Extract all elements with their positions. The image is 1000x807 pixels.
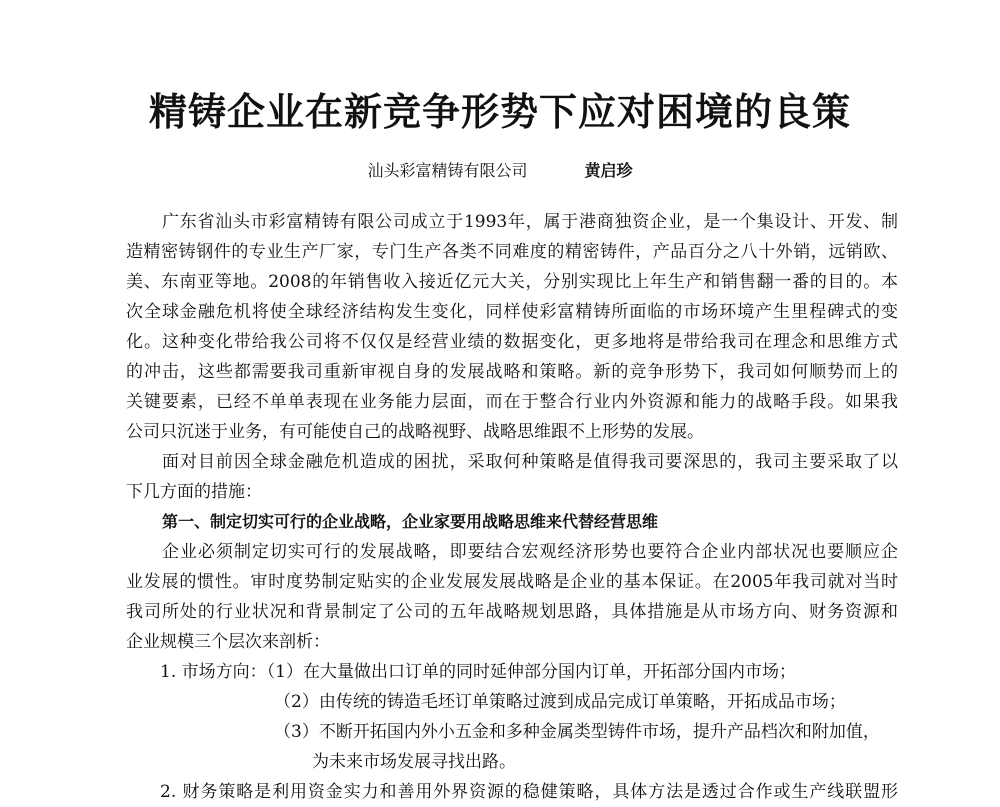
numbered-list	[126, 657, 898, 807]
paragraph-measures	[126, 447, 898, 507]
company-name: 汕头彩富精铸有限公司	[367, 161, 528, 180]
list-item: 1. 市场方向：（1）在大量做出口订单的同时延伸部分国内订单，开拓部分国内市场；	[160, 662, 796, 682]
text-line: 公司只沉迷于业务，有可能使自己的战略视野、战略思维跟不上形势的发展。	[126, 422, 704, 442]
text-line: 化。这种变化带给我公司将不仅仅是经营业绩的数据变化，更多地将是带给我司在理念和思维方式	[126, 332, 898, 352]
author-name: 黄启珍	[584, 161, 633, 180]
text-line: 业发展的惯性。审时度势制定贴实的企业发展发展战略是企业的基本保证。在2005年我司就对当时	[126, 572, 898, 592]
text-line: 次全球金融危机将使全球经济结构发生变化，同样使彩富精铸所面临的市场环境产生里程碑式的变	[126, 302, 898, 322]
list-subitem: （3）不断开拓国内外小五金和多种金属类型铸件市场，提升产品档次和附加值，	[274, 722, 880, 742]
text-line: 造精密铸钢件的专业生产厂家，专门生产各类不同难度的精密铸件，产品百分之八十外销，远销欧、	[126, 242, 898, 262]
paragraph-intro	[126, 207, 898, 447]
list-subitem: （2）由传统的铸造毛坯订单策略过渡到成品完成订单策略，开拓成品市场；	[274, 692, 846, 712]
paragraph-strategy	[126, 537, 898, 657]
text-line: 企业规模三个层次来剖析：	[126, 632, 330, 652]
text-line: 广东省汕头市彩富精铸有限公司成立于1993年，属于港商独资企业，是一个集设计、开发、制	[162, 212, 898, 232]
page-title: 精铸企业在新竞争形势下应对困境的良策	[148, 90, 851, 134]
text-line: 下几方面的措施：	[126, 482, 262, 502]
list-subitem-continuation: 为未来市场发展寻找出路。	[312, 752, 516, 772]
article-body	[126, 207, 898, 807]
text-line: 的冲击，这些都需要我司重新审视自身的发展战略和策略。新的竞争形势下，我司如何顺势而上的	[126, 362, 898, 382]
text-line: 我司所处的行业状况和背景制定了公司的五年战略规划思路，具体措施是从市场方向、财务资源和	[126, 602, 898, 622]
text-line: 企业必须制定切实可行的发展战略，即要结合宏观经济形势也要符合企业内部状况也要顺应企	[162, 542, 898, 562]
text-line: 关键要素，已经不单单表现在业务能力层面，而在于整合行业内外资源和能力的战略手段。如果我	[126, 392, 898, 412]
section-heading: 第一、制定切实可行的企业战略，企业家要用战略思维来代替经营思维	[162, 512, 659, 531]
text-line: 美、东南亚等地。2008的年销售收入接近亿元大关，分别实现比上年生产和销售翻一番的目的。本	[126, 272, 898, 292]
list-item: 2. 财务策略是利用资金实力和善用外界资源的稳健策略，具体方法是透过合作或生产线联盟形	[160, 782, 898, 802]
text-line: 面对目前因全球金融危机造成的困扰，采取何种策略是值得我司要深思的，我司主要采取了以	[162, 452, 898, 472]
byline	[0, 160, 1000, 182]
